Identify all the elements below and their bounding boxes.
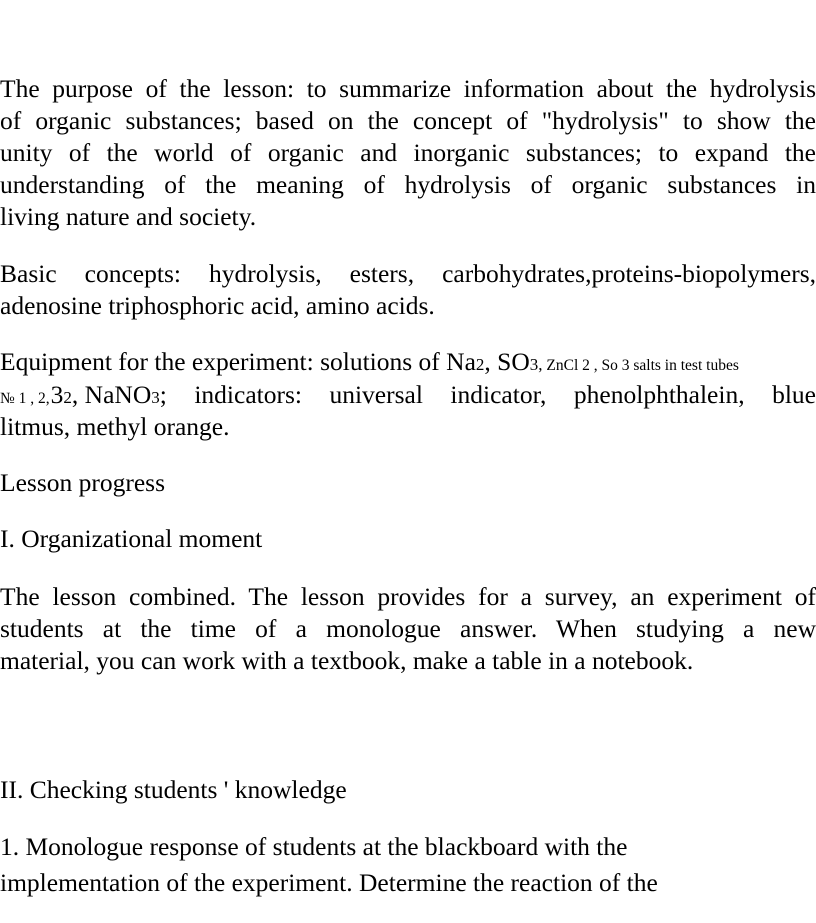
equipment-text-e: ; indicators: universal indicator, phenolphthalein, blue [159,380,816,409]
purpose-line-1: The purpose of the lesson: to summarize information about the hydrolysis [0,74,816,103]
equipment-text-c: 3 [50,380,64,409]
equipment-line-3: litmus, methyl orange. [0,412,230,441]
monologue-line-2: implementation of the experiment. Determine the reaction of the [0,868,658,897]
subscript: 3 [151,388,160,407]
purpose-line-5: living nature and society. [0,202,257,231]
equipment-text-d: , NaNO [71,380,152,409]
equipment-small-text: № 1 , 2, [0,390,50,407]
equipment-line-1 [0,346,739,382]
heading-lesson-progress: Lesson progress [0,468,166,497]
heading-checking-knowledge: II. Checking students ' knowledge [0,775,347,804]
combined-line-2: students at the time of a monologue answer. When studying a new [0,614,816,643]
purpose-line-2: of organic substances; based on the concept of "hydrolysis" to show the [0,106,816,135]
subscript: 2 [475,355,485,374]
purpose-line-4: understanding of the meaning of hydrolysis of organic substances in [0,170,816,199]
equipment-text-b: , SO [484,347,530,376]
combined-line-1: The lesson combined. The lesson provides for a survey, an experiment of [0,582,816,611]
heading-organizational-moment: I. Organizational moment [0,524,263,553]
concepts-line-1: Basic concepts: hydrolysis, esters, carbohydrates,proteins-biopolymers, [0,259,816,288]
purpose-line-3: unity of the world of organic and inorganic substances; to expand the [0,138,816,167]
equipment-small-text: ZnCl 2 , So 3 salts in test tubes [542,357,739,374]
subscript: 2 [63,388,72,407]
combined-line-3: material, you can work with a textbook, make a table in a notebook. [0,646,694,675]
equipment-text-a: Equipment for the experiment: solutions of Na [0,347,476,376]
subscript: 3, [529,355,543,374]
equipment-line-2 [0,379,816,415]
concepts-line-2: adenosine triphosphoric acid, amino acids. [0,291,435,320]
monologue-line-1: 1. Monologue response of students at the blackboard with the [0,832,628,861]
